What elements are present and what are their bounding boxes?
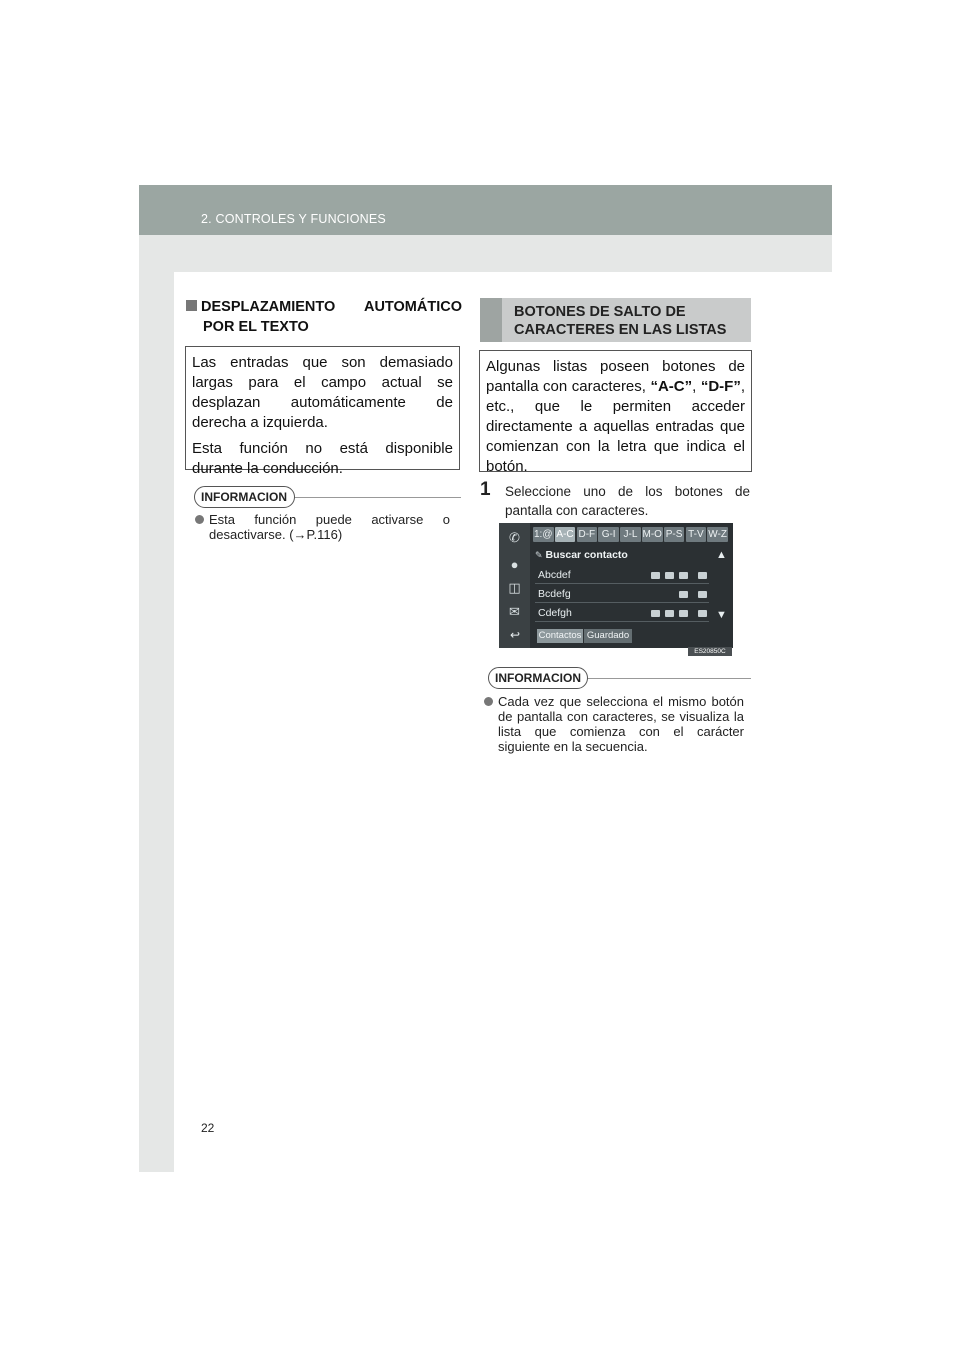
scroll-down-icon[interactable]: ▼ <box>716 609 727 621</box>
heading-tab-marker <box>480 298 502 342</box>
figure-id: ES20850C <box>688 647 732 656</box>
jump-button-wz[interactable]: W-Z <box>708 529 727 540</box>
jump-button-jl[interactable]: J-L <box>620 527 641 542</box>
phone-type-icon <box>665 610 674 617</box>
search-icon: ✎ <box>535 550 543 560</box>
edit-icon <box>698 610 707 617</box>
step-text: Seleccione uno de los botones de pantalla con caracteres. <box>505 484 750 518</box>
info-divider <box>293 497 461 498</box>
section-heading-auto-scroll: DESPLAZAMIENTO AUTOMÁTICO POR EL TEXTO <box>186 297 462 337</box>
tab-guardado[interactable]: Guardado <box>584 629 632 643</box>
page-number: 22 <box>201 1121 215 1135</box>
jump-button-df[interactable]: D-F <box>578 529 596 540</box>
driving-restriction-paragraph: Esta función no está disponible durante la conducción. <box>192 440 453 477</box>
jump-button-tv[interactable]: T-V <box>686 527 707 542</box>
info-bullet-left: Esta función puede activarse o desactivarse. (→P.116) <box>209 512 450 542</box>
auto-scroll-box <box>185 346 460 477</box>
edit-icon <box>698 572 707 579</box>
jump-button-bar <box>533 527 729 543</box>
jump-button-1[interactable]: 1:@ <box>534 529 553 540</box>
jump-button-gi[interactable]: G-I <box>598 527 619 542</box>
contact-entry[interactable]: Cdefgh <box>535 605 709 622</box>
header-bar <box>139 185 832 235</box>
jump-buttons-box: Algunas listas poseen botones de pantalla con caracteres, “A-C”, “D-F”, etc., que le permiten acceder directamente a aquellas entradas que comienzan con la letra que indica el botón. <box>479 350 752 472</box>
contact-entry[interactable]: Abcdef <box>535 567 709 584</box>
mail-icon[interactable]: ✉ <box>509 604 520 619</box>
jump-button-ps[interactable]: P-S <box>665 529 683 540</box>
search-contact-row[interactable]: ✎ Buscar contacto <box>535 549 628 561</box>
auto-scroll-paragraph: Las entradas que son demasiado largas para el campo actual se desplazan automáticamente de derecha a izquierda. <box>192 354 453 431</box>
contacts-icon[interactable]: ● <box>510 557 519 572</box>
bullet-icon <box>195 515 204 524</box>
info-bullet-right: Cada vez que selecciona el mismo botón de pantalla con caracteres, se visualiza la lista que comienza con el carácter siguiente en la secuencia. <box>498 694 744 754</box>
phone-type-icon <box>651 572 660 579</box>
phone-type-icon <box>679 572 688 579</box>
screen-illustration <box>499 523 733 648</box>
tab-contactos[interactable]: Contactos <box>538 630 582 641</box>
edit-icon <box>698 591 707 598</box>
jump-button-ac[interactable]: A-C <box>556 529 574 540</box>
phone-type-icon <box>651 610 660 617</box>
bullet-icon <box>484 697 493 706</box>
step-number: 1 <box>480 479 491 500</box>
info-label-right: INFORMACION <box>488 667 588 689</box>
phone-type-icon <box>665 572 674 579</box>
phone-icon[interactable]: ✆ <box>509 530 520 545</box>
back-icon[interactable]: ↩ <box>509 628 521 642</box>
section-heading-jump-buttons: BOTONES DE SALTO DE CARACTERES EN LAS LISTAS <box>480 298 751 342</box>
info-label-left: INFORMACION <box>194 486 295 508</box>
jump-button-mo[interactable]: M-O <box>642 529 662 540</box>
device-icon[interactable]: ◫ <box>508 580 521 595</box>
scroll-up-icon[interactable]: ▲ <box>716 549 727 561</box>
phone-type-icon <box>679 610 688 617</box>
info-divider <box>586 678 751 679</box>
phone-type-icon <box>679 591 688 598</box>
contact-entry[interactable]: Bcdefg <box>535 586 709 603</box>
chapter-header: 2. CONTROLES Y FUNCIONES <box>201 212 386 226</box>
section-square-icon <box>186 300 197 311</box>
